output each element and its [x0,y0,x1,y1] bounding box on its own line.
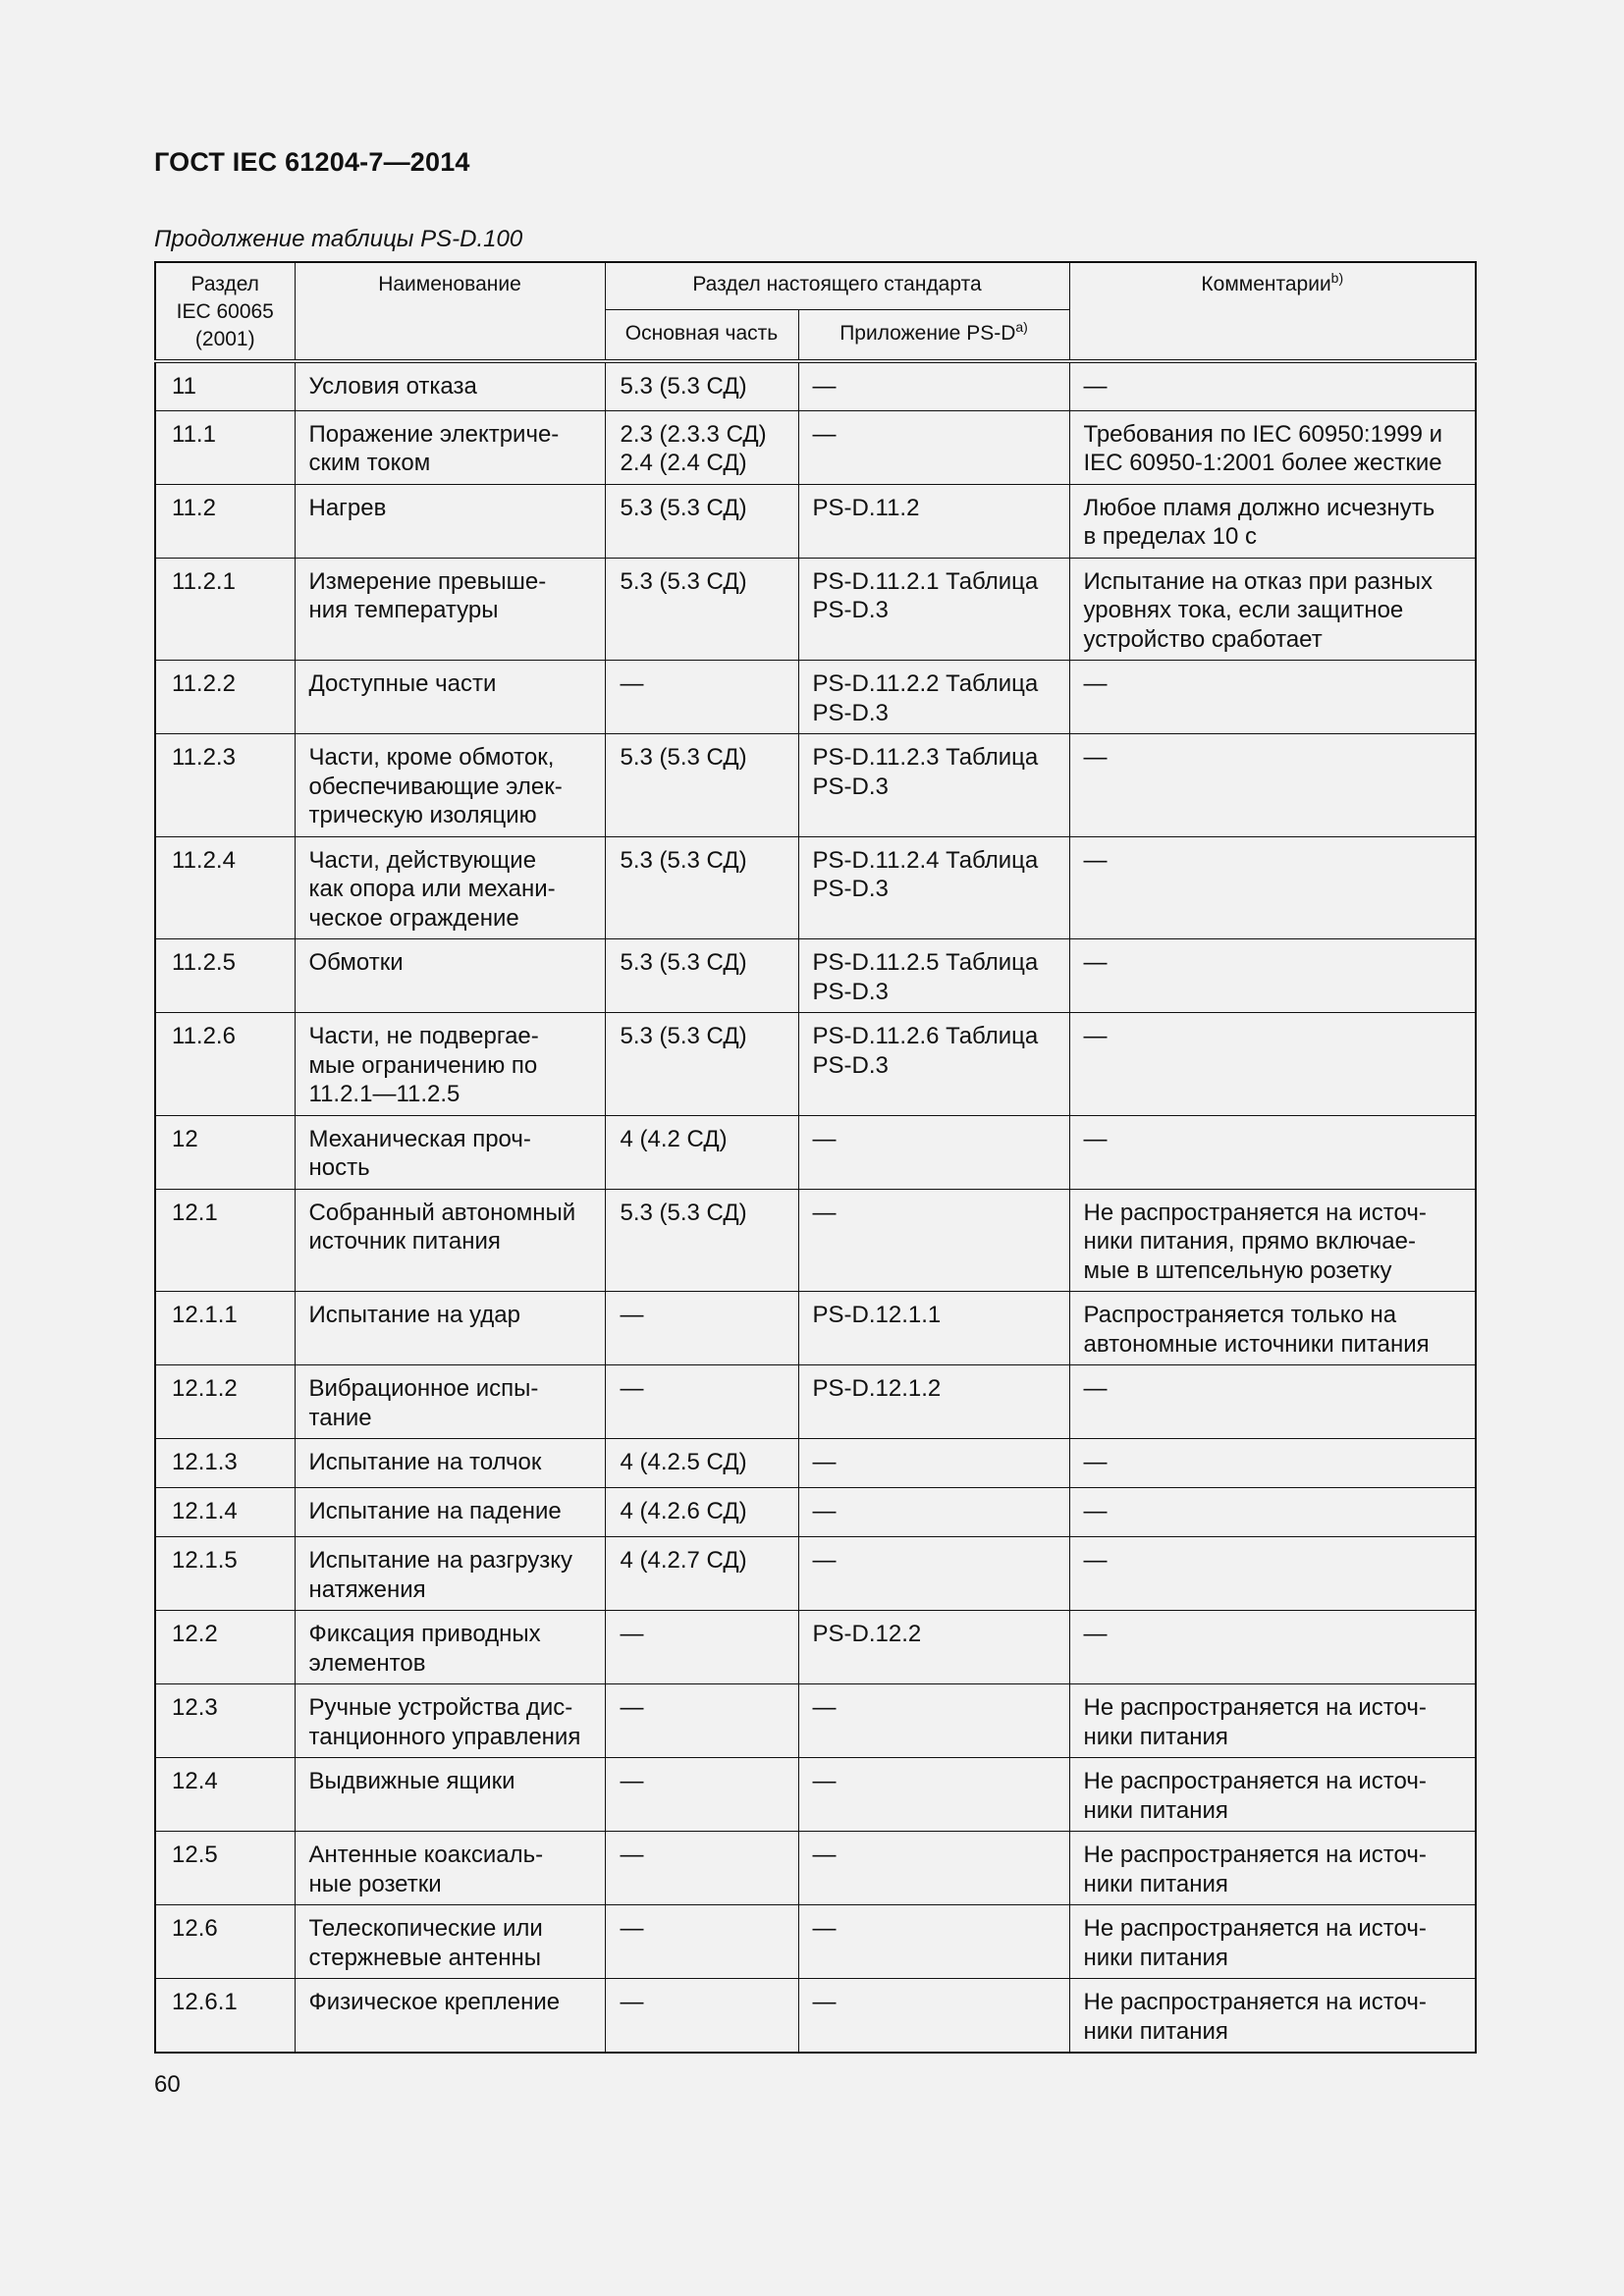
table-row [155,1189,1476,1292]
cell-line: — [620,1694,644,1721]
cell-annex [798,1013,1069,1116]
cell-line: уровнях тока, если защитное [1083,597,1404,623]
cell-name [295,1439,605,1488]
cell-line: — [812,1842,837,1868]
cell-main-part [605,1365,798,1439]
cell-line: обеспечивающие элек- [308,773,563,800]
table-row [155,1292,1476,1365]
cell-line: ния температуры [308,597,499,623]
cell-name [295,939,605,1013]
cell-section: 12.2 [155,1611,295,1684]
cell-section: 12.5 [155,1832,295,1905]
cell-line: — [812,373,837,400]
cell-name [295,661,605,734]
cell-annex [798,1684,1069,1758]
table-row [155,484,1476,558]
cell-comment [1069,836,1476,939]
cell-line: — [1083,1449,1108,1475]
cell-comment [1069,1979,1476,2054]
cell-comment [1069,1292,1476,1365]
cell-line: Не распространяется на источ- [1083,1915,1427,1942]
cell-line: Собранный автономный [308,1199,576,1226]
cell-name [295,1115,605,1189]
cell-main-part [605,1115,798,1189]
cell-comment [1069,1013,1476,1116]
cell-comment [1069,734,1476,837]
cell-comment [1069,410,1476,484]
cell-comment [1069,1611,1476,1684]
cell-line: — [1083,373,1108,400]
cell-annex [798,1979,1069,2054]
cell-annex [798,661,1069,734]
cell-comment [1069,1488,1476,1537]
cell-line: Не распространяется на источ- [1083,1694,1427,1721]
cell-section: 11.2.3 [155,734,295,837]
cell-comment [1069,1905,1476,1979]
table-row [155,361,1476,410]
table-row [155,1684,1476,1758]
cell-line: PS-D.3 [812,876,889,902]
cell-line: — [1083,1023,1108,1049]
cell-line: PS-D.12.2 [812,1621,922,1647]
cell-name [295,1611,605,1684]
cell-line: 5.3 (5.3 СД) [620,373,747,400]
cell-main-part [605,1611,798,1684]
cell-line: мые ограничению по [308,1051,538,1079]
cell-line: Вибрационное испы- [308,1375,539,1402]
header-standard-section: Раздел настоящего стандарта [605,262,1069,310]
cell-line: Любое пламя должно исчезнуть [1083,494,1435,521]
cell-line: 5.3 (5.3 СД) [620,744,747,771]
cell-line: — [620,1768,644,1794]
cell-comment [1069,1115,1476,1189]
cell-section: 11.2 [155,484,295,558]
cell-line: — [812,1125,837,1152]
header-comments: Комментарии$^{b)}$ [1069,262,1476,361]
table-row [155,836,1476,939]
cell-line: Выдвижные ящики [308,1768,515,1794]
cell-comment [1069,361,1476,410]
cell-main-part [605,1488,798,1537]
cell-line: — [812,1199,837,1226]
table-row [155,1905,1476,1979]
cell-section: 12 [155,1115,295,1189]
cell-line: ность [308,1154,370,1181]
table-row [155,1365,1476,1439]
cell-name [295,1905,605,1979]
cell-name [295,1684,605,1758]
cell-main-part [605,661,798,734]
header-main-part: Основная часть [605,310,798,361]
table-caption: Продолжение таблицы PS-D.100 [154,226,523,252]
cell-line: — [620,1375,644,1402]
cell-main-part [605,1013,798,1116]
cell-line: 5.3 (5.3 СД) [620,567,747,595]
cell-section: 12.6.1 [155,1979,295,2054]
cell-annex [798,1537,1069,1611]
cell-annex [798,361,1069,410]
cell-line: Не распространяется на источ- [1083,1842,1427,1868]
cell-line: PS-D.3 [812,1051,889,1079]
cell-section: 12.4 [155,1758,295,1832]
cell-line: Испытание на разгрузку [308,1547,573,1574]
cell-line: PS-D.11.2.1 Таблица [812,567,1039,595]
cell-line: PS-D.11.2 [812,494,920,521]
cell-line: PS-D.3 [812,699,889,726]
cell-section: 11.2.6 [155,1013,295,1116]
cell-comment [1069,1684,1476,1758]
cell-line: — [1083,1498,1108,1524]
cell-line: Части, не подвергае- [308,1023,539,1049]
cell-main-part [605,1439,798,1488]
cell-line: PS-D.11.2.3 Таблица [812,744,1039,771]
cell-line: — [1083,1621,1108,1647]
cell-main-part [605,558,798,661]
cell-name [295,1832,605,1905]
cell-name [295,1292,605,1365]
cell-annex [798,939,1069,1013]
cell-line: 5.3 (5.3 СД) [620,1199,747,1226]
cell-line: PS-D.11.2.5 Таблица [812,949,1039,976]
cell-main-part [605,1189,798,1292]
cell-line: Физическое крепление [308,1989,561,2015]
cell-line: Испытание на удар [308,1302,520,1328]
cell-main-part [605,1832,798,1905]
cell-section: 11.2.2 [155,661,295,734]
cell-name [295,1189,605,1292]
cell-line: ные розетки [308,1870,442,1897]
cell-line: Испытание на падение [308,1498,562,1524]
cell-line: Не распространяется на источ- [1083,1989,1427,2015]
document-code: ГОСТ IEC 61204-7—2014 [154,147,470,177]
cell-line: — [1083,1547,1108,1574]
cell-comment [1069,484,1476,558]
cell-line: 4 (4.2.7 СД) [620,1547,747,1574]
cell-line: автономные источники питания [1083,1330,1430,1358]
cell-name [295,1758,605,1832]
cell-annex [798,1905,1069,1979]
table-row [155,1537,1476,1611]
cell-line: трическую изоляцию [308,802,537,828]
cell-line: ники питания [1083,1870,1228,1897]
cell-section: 11.2.5 [155,939,295,1013]
cell-comment [1069,1537,1476,1611]
cell-line: танционного управления [308,1723,581,1750]
cell-line: тание [308,1404,372,1431]
cell-annex [798,1189,1069,1292]
cell-line: натяжения [308,1575,426,1603]
table-row [155,1832,1476,1905]
cell-line: Обмотки [308,949,404,976]
cell-line: Части, кроме обмоток, [308,744,555,771]
cell-line: Измерение превыше- [308,567,547,595]
cell-line: — [812,1768,837,1794]
cell-annex [798,1611,1069,1684]
cell-line: 4 (4.2.5 СД) [620,1449,747,1475]
cell-name [295,410,605,484]
cell-line: как опора или механи- [308,876,556,902]
cell-line: Части, действующие [308,846,537,874]
cell-section: 12.6 [155,1905,295,1979]
cell-line: — [1083,1375,1108,1402]
cell-main-part [605,939,798,1013]
cell-annex [798,1292,1069,1365]
cell-line: PS-D.3 [812,597,889,623]
cell-comment [1069,661,1476,734]
cell-line: PS-D.11.2.2 Таблица [812,670,1039,697]
cell-name [295,484,605,558]
cell-line: — [620,1915,644,1942]
cell-line: — [1083,670,1108,697]
table-row [155,1013,1476,1116]
cell-line: Условия отказа [308,373,477,400]
cell-line: PS-D.3 [812,773,889,800]
table-row [155,1758,1476,1832]
cell-section: 11.1 [155,410,295,484]
table-row [155,939,1476,1013]
cell-main-part [605,361,798,410]
cell-comment [1069,1758,1476,1832]
cell-line: — [812,1915,837,1942]
cell-main-part [605,1537,798,1611]
cell-line: Фиксация приводных [308,1621,541,1647]
cell-line: ческое ограждение [308,904,519,932]
cell-section: 11.2.1 [155,558,295,661]
cell-line: источник питания [308,1228,501,1255]
cell-line: — [1083,846,1108,874]
table-row [155,410,1476,484]
cell-line: 5.3 (5.3 СД) [620,1023,747,1049]
cell-line: ники питания [1083,1723,1228,1750]
cell-line: 4 (4.2.6 СД) [620,1498,747,1524]
cell-comment [1069,1439,1476,1488]
cell-name [295,1488,605,1537]
header-annex: Приложение $PS-D^{a)}$ [798,310,1069,361]
cell-main-part [605,1905,798,1979]
cell-line: — [620,1989,644,2015]
cell-line: PS-D.11.2.4 Таблица [812,846,1039,874]
cell-line: 11.2.1—11.2.5 [308,1081,460,1107]
cell-line: — [1083,744,1108,771]
cell-line: Распространяется только на [1083,1302,1397,1328]
cell-annex [798,1832,1069,1905]
cell-section: 12.1.3 [155,1439,295,1488]
cell-line: — [620,1842,644,1868]
cell-line: ники питания [1083,1796,1228,1824]
cell-line: Телескопические или [308,1915,543,1942]
cell-line: — [812,1449,837,1475]
table-row [155,558,1476,661]
cell-annex [798,410,1069,484]
cell-line: 5.3 (5.3 СД) [620,949,747,976]
cell-comment [1069,1189,1476,1292]
cell-line: — [812,1989,837,2015]
cell-line: ники питания [1083,1944,1228,1971]
cell-section: 12.1.1 [155,1292,295,1365]
cell-annex [798,484,1069,558]
cell-line: Не распространяется на источ- [1083,1199,1427,1226]
cell-section: 12.3 [155,1684,295,1758]
cell-line: — [812,420,837,448]
cell-main-part [605,484,798,558]
cell-name [295,1979,605,2054]
cell-line: — [812,1547,837,1574]
cell-line: ники питания [1083,2017,1228,2045]
cell-line: Требования по IEC 60950:1999 и [1083,420,1443,448]
cell-name [295,836,605,939]
cell-line: Антенные коаксиаль- [308,1842,544,1868]
cell-line: 2.4 (2.4 СД) [620,450,747,476]
cell-comment [1069,1832,1476,1905]
cell-main-part [605,836,798,939]
cell-main-part [605,1684,798,1758]
cell-section: 12.1.5 [155,1537,295,1611]
cell-line: 5.3 (5.3 СД) [620,494,747,521]
cell-line: — [620,1302,644,1328]
cell-line: 2.3 (2.3.3 СД) [620,420,767,448]
cell-annex [798,1758,1069,1832]
cell-line: элементов [308,1649,426,1677]
table-row [155,1488,1476,1537]
cell-line: Испытание на толчок [308,1449,542,1475]
cell-name [295,361,605,410]
cell-main-part [605,1292,798,1365]
cell-annex [798,1115,1069,1189]
standards-table [154,261,1477,2054]
header-section: Раздел IEC 60065 (2001) [155,262,295,361]
cell-section: 11 [155,361,295,410]
cell-line: Механическая проч- [308,1125,531,1152]
cell-line: Ручные устройства дис- [308,1694,573,1721]
cell-main-part [605,1979,798,2054]
cell-line: PS-D.12.1.1 [812,1302,942,1328]
cell-annex [798,1365,1069,1439]
page-number: 60 [154,2071,181,2098]
cell-main-part [605,410,798,484]
cell-line: — [1083,949,1108,976]
table-row [155,1115,1476,1189]
cell-name [295,1537,605,1611]
cell-line: — [620,670,644,697]
table-row [155,734,1476,837]
cell-line: Не распространяется на источ- [1083,1768,1427,1794]
cell-main-part [605,1758,798,1832]
table-row [155,1439,1476,1488]
cell-comment [1069,1365,1476,1439]
cell-line: PS-D.3 [812,978,889,1005]
cell-line: в пределах 10 с [1083,523,1258,550]
cell-line: — [812,1498,837,1524]
cell-line: PS-D.12.1.2 [812,1375,942,1402]
cell-name [295,734,605,837]
cell-annex [798,734,1069,837]
table-body [155,361,1476,2053]
cell-line: мые в штепсельную розетку [1083,1256,1392,1284]
header-name: Наименование [295,262,605,361]
cell-section: 12.1 [155,1189,295,1292]
table-row [155,1611,1476,1684]
cell-annex [798,836,1069,939]
cell-line: PS-D.11.2.6 Таблица [812,1023,1039,1049]
cell-line: Поражение электриче- [308,420,560,448]
cell-comment [1069,939,1476,1013]
cell-line: — [812,1694,837,1721]
cell-line: — [1083,1125,1108,1152]
cell-name [295,1365,605,1439]
cell-section: 11.2.4 [155,836,295,939]
cell-line: Испытание на отказ при разных [1083,567,1433,595]
cell-name [295,558,605,661]
cell-line: Нагрев [308,494,387,521]
cell-line: Доступные части [308,670,497,697]
cell-annex [798,558,1069,661]
cell-annex [798,1439,1069,1488]
cell-line: ники питания, прямо включае- [1083,1228,1416,1255]
cell-line: — [620,1621,644,1647]
cell-line: 4 (4.2 СД) [620,1125,728,1152]
cell-line: стержневые антенны [308,1944,542,1971]
cell-name [295,1013,605,1116]
table-row [155,661,1476,734]
table-row [155,1979,1476,2054]
cell-annex [798,1488,1069,1537]
cell-line: IEC 60950-1:2001 более жесткие [1083,450,1442,476]
cell-comment [1069,558,1476,661]
cell-main-part [605,734,798,837]
cell-section: 12.1.4 [155,1488,295,1537]
cell-line: 5.3 (5.3 СД) [620,846,747,874]
cell-line: ским током [308,450,431,476]
cell-section: 12.1.2 [155,1365,295,1439]
cell-line: устройство сработает [1083,625,1323,653]
